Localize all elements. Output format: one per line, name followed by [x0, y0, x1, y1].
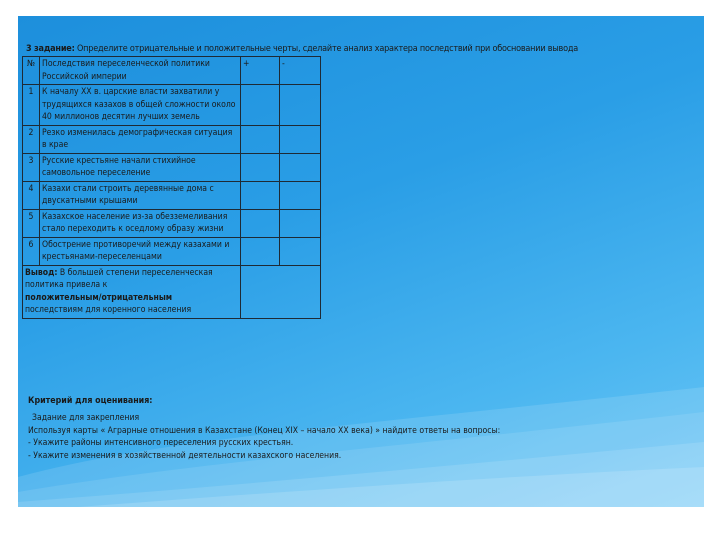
- plus-cell[interactable]: [241, 237, 280, 265]
- minus-cell[interactable]: [280, 181, 321, 209]
- task-text: Определите отрицательные и положительные черты, сделайте анализ характера последствий при обосновании вывода: [77, 44, 579, 54]
- row-num: 1: [23, 85, 40, 126]
- conclusion-choice: положительным/отрицательным: [25, 292, 173, 303]
- table-row: [23, 209, 321, 237]
- task-line-2: - Укажите районы интенсивного переселения русских крестьян.: [28, 438, 294, 448]
- minus-cell[interactable]: [280, 153, 321, 181]
- table-header-row: [23, 57, 321, 85]
- table-row: [23, 85, 321, 126]
- conclusion-answer-cell[interactable]: [241, 265, 321, 318]
- table-row: [23, 125, 321, 153]
- plus-cell[interactable]: [241, 125, 280, 153]
- conclusion-text-end: последствиям для коренного населения: [25, 305, 192, 315]
- task-label: 3 задание:: [26, 44, 75, 54]
- minus-cell[interactable]: [280, 237, 321, 265]
- table-row: [23, 181, 321, 209]
- row-text: Резко изменилась демографическая ситуация в крае: [40, 125, 241, 153]
- conclusion-label: Вывод:: [25, 267, 58, 278]
- task-title: Задание для закрепления: [32, 413, 140, 423]
- header-num: №: [23, 57, 40, 85]
- row-num: 4: [23, 181, 40, 209]
- plus-cell[interactable]: [241, 153, 280, 181]
- minus-cell[interactable]: [280, 85, 321, 126]
- table-row: [23, 153, 321, 181]
- consequences-table: [22, 56, 321, 319]
- criteria-heading: Критерий для оценивания:: [28, 396, 153, 406]
- task-line-3: - Укажите изменения в хозяйственной деятельности казахского населения.: [28, 450, 342, 461]
- row-text: Обострение противоречий между казахами и крестьянами-переселенцами: [40, 237, 241, 265]
- task-heading: [26, 44, 696, 54]
- row-text: Русские крестьяне начали стихийное самовольное переселение: [40, 153, 241, 181]
- row-text: Казахское население из-за обезземеливания стало переходить к оседлому образу жизни: [40, 209, 241, 237]
- plus-cell[interactable]: [241, 85, 280, 126]
- conclusion-row: [23, 265, 321, 318]
- row-num: 5: [23, 209, 40, 237]
- conclusion-text: В большей степени переселенческая политика привела к: [25, 267, 213, 290]
- task-line-1: Используя карты « Аграрные отношения в Казахстане (Конец XIX – начало XX века) » найдите ответы на вопросы:: [28, 425, 501, 436]
- row-text: К началу XX в. царские власти захватили у трудящихся казахов в общей сложности около 40 миллионов десятин лучших земель: [40, 85, 241, 126]
- minus-cell[interactable]: [280, 209, 321, 237]
- header-minus: -: [280, 57, 321, 85]
- minus-cell[interactable]: [280, 125, 321, 153]
- plus-cell[interactable]: [241, 181, 280, 209]
- table-row: [23, 237, 321, 265]
- header-consequences: Последствия переселенческой политики Российской империи: [40, 57, 241, 85]
- header-plus: +: [241, 57, 280, 85]
- row-num: 3: [23, 153, 40, 181]
- row-num: 2: [23, 125, 40, 153]
- reinforcement-task: [28, 412, 688, 462]
- row-num: 6: [23, 237, 40, 265]
- slide-background: [18, 16, 704, 507]
- conclusion-cell: [23, 265, 241, 318]
- plus-cell[interactable]: [241, 209, 280, 237]
- row-text: Казахи стали строить деревянные дома с двускатными крышами: [40, 181, 241, 209]
